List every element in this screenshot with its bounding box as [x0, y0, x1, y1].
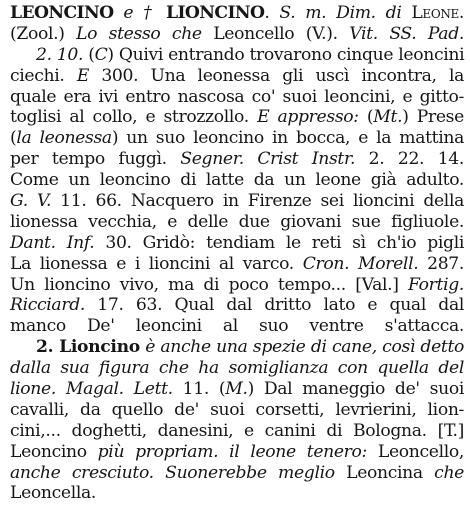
text-run: . [458, 3, 465, 23]
text-run: per tempo fuggì. [10, 149, 181, 170]
text-run: anche cresciuto. Suonerebbe meglio [10, 462, 335, 483]
text-run: 300. Una leonessa gli uscì incontra, la [89, 65, 464, 86]
text-run: Cron. Morell. [302, 253, 419, 274]
text-line [10, 191, 464, 212]
text-run: ( [83, 44, 95, 65]
text-run: 2. 22. 14. [355, 149, 465, 170]
text-run: Leoncello, [366, 441, 464, 462]
text-run: lionessa vecchia, e delle due giovani sue figliuole. [10, 211, 464, 232]
text-line [10, 212, 464, 233]
text-run: cini,... doghetti, danesini, e canini di Bologna. [T.] [10, 420, 464, 441]
text-run: G. V. [10, 191, 52, 212]
text-line [10, 3, 464, 24]
text-run: 17. 63. Qual dal dritto lato e qual dal [84, 295, 464, 316]
text-run: che [434, 462, 464, 483]
text-line [10, 254, 464, 275]
text-line [10, 45, 464, 66]
text-run: LEONCINO [10, 3, 114, 23]
text-run: Mt. [373, 107, 403, 128]
text-run: ) un suo leoncino in bocca, e la mattina [111, 128, 464, 149]
text-run [113, 3, 123, 23]
text-run: E [76, 65, 90, 86]
text-line [10, 149, 464, 170]
text-run: La lionessa e i lioncini al varco. [10, 253, 303, 274]
text-run: 11. ( [172, 379, 226, 400]
text-run: Leoncina [334, 462, 435, 483]
text-run: cavalli, da quello de' suoi corsetti, levrierini, lion- [10, 399, 464, 420]
text-run: quale era ivi entro nascosa co' suoi leoncini, e gitto- [10, 86, 464, 107]
text-run: Vit. SS. Pad. [349, 23, 464, 44]
text-line [10, 400, 464, 421]
text-run: 287. [418, 253, 465, 274]
text-run: M. [225, 379, 248, 400]
text-run: dalla sua figura che ha somiglianza con quella del [10, 358, 464, 379]
text-run: Leone [411, 3, 459, 23]
text-line [10, 358, 464, 379]
text-run: è anche una spezie di cane, così detto [145, 337, 465, 358]
text-run: lione. [10, 379, 56, 400]
text-run: toglisi al collo, e strozzollo. [10, 107, 258, 128]
text-run: ciechi. [10, 65, 77, 86]
text-line [10, 128, 464, 149]
text-run: C [94, 44, 108, 65]
text-run: Ricciard. [10, 295, 85, 316]
text-run: ) Quivi entrando trovarono cinque leoncini [107, 44, 465, 65]
text-line [10, 337, 464, 358]
text-run: (Zool.) [10, 23, 77, 44]
text-line [10, 316, 464, 337]
text-run: e † [123, 3, 157, 23]
text-run [56, 379, 66, 399]
text-run: Come un leoncino di latte da un leone già adulto. [10, 170, 464, 191]
text-line [10, 233, 464, 254]
text-line [10, 463, 464, 484]
text-run: 2. 10. [36, 44, 84, 65]
entry-text [10, 3, 464, 504]
text-run: Segner. Crist Instr. [180, 149, 356, 170]
text-run: ) Dal maneggio de' suoi [247, 379, 464, 400]
text-line [10, 170, 464, 191]
text-run: Un lioncino vivo, ma di poco tempo... [Val.] [10, 274, 409, 295]
text-line [10, 442, 464, 463]
text-run: ) Prese [402, 107, 464, 128]
text-run: Leoncello (V.). [201, 23, 350, 44]
text-run: Magal. Lett. [65, 379, 173, 400]
text-line [10, 66, 464, 87]
text-run: manco De' leoncini al suo ventre s'attacca. [10, 316, 464, 337]
text-run: 30. Gridò: tendiam le reti sì ch'io pigli [94, 232, 464, 253]
text-run: . [264, 3, 280, 23]
text-line [10, 483, 464, 504]
text-line [10, 275, 464, 296]
text-run: 2. Lioncino [36, 337, 140, 358]
text-run: più propriam. il leone tenero: [97, 441, 367, 462]
text-run: ( [358, 107, 374, 128]
text-run: ( [10, 128, 17, 149]
text-run: Dant. Inf. [10, 232, 95, 253]
text-run: 11. 66. Nacquero in Firenze sei lioncini della [51, 191, 464, 212]
text-run: Leoncino [10, 441, 98, 462]
text-line [10, 107, 464, 128]
text-line [10, 87, 464, 108]
text-line [10, 24, 464, 45]
text-run: LIONCINO [165, 3, 265, 23]
text-run: E appresso: [257, 107, 359, 128]
text-run: Leoncella. [10, 483, 97, 504]
text-run [156, 3, 166, 23]
text-run: la leonessa [16, 128, 112, 149]
text-run [401, 3, 411, 23]
text-line [10, 379, 464, 400]
text-run: Lo stesso che [76, 23, 202, 44]
text-run: S. m. Dim. di [279, 3, 402, 23]
text-line [10, 421, 464, 442]
text-run: Fortig. [408, 274, 464, 295]
text-line [10, 295, 464, 316]
